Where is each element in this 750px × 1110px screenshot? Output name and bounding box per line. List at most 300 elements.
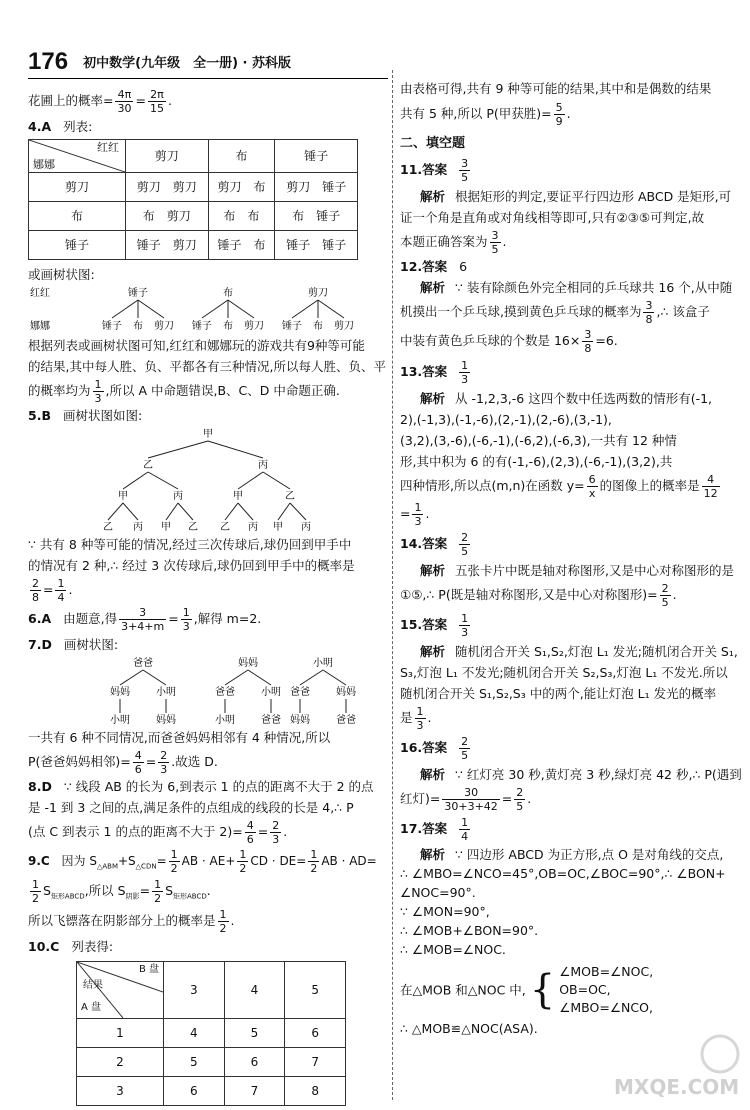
frac-num: 30 xyxy=(442,786,499,800)
table-row xyxy=(29,173,358,202)
tree-node: 小明 xyxy=(313,658,333,669)
frac-den: 6 xyxy=(134,763,142,776)
q9-paragraph-1 xyxy=(28,846,383,876)
tree-branch xyxy=(318,300,344,318)
frac-den: 3 xyxy=(461,626,469,639)
frac-num: 1 xyxy=(461,359,469,372)
corner-top: B 盘 xyxy=(138,964,159,975)
tree-node: 爸爸 xyxy=(215,687,235,698)
text: ,所以 A 中命题错误,B、C、D 中命题正确. xyxy=(105,383,340,398)
column-divider xyxy=(392,70,393,1100)
tree-leaf: 小明 xyxy=(215,715,235,726)
q8-paragraph-2: 是 -1 到 3 之间的点,满足条件的点组成的线段的长是 4,∴ P xyxy=(28,800,354,815)
q11-paragraph-1 xyxy=(400,186,736,207)
text: 因为 S xyxy=(61,854,97,868)
tree-node: 布 xyxy=(223,288,233,299)
q15-label: 15.答案 xyxy=(400,617,448,632)
q5-paragraph-2: 的情况有 2 种,∴ 经过 3 次传球后,球仍回到甲手中的概率是 xyxy=(28,558,355,573)
frac-den: 3 xyxy=(160,763,168,776)
tree-branch xyxy=(263,472,290,489)
table-cell: 锤子 锤子 xyxy=(275,231,358,260)
q7-paragraph-2: P(爸爸妈妈相邻)= $\frac{4}{6}$ = $\frac{2}{3}$ .故选 D. xyxy=(28,749,218,776)
q16-answer xyxy=(400,732,736,764)
frac-num: 1 xyxy=(32,878,39,891)
q13-answer xyxy=(400,356,736,388)
q13-paragraph-1 xyxy=(400,388,736,409)
frac-num: 2 xyxy=(661,582,669,595)
q4-table xyxy=(28,139,358,260)
col-header: 4 xyxy=(224,962,285,1019)
q5-tree-diagram xyxy=(28,426,383,534)
q10-label: 10.C xyxy=(28,939,60,954)
q16-paragraph-2: 红灯)= $\frac{30}{30+3+42}$ = $\frac{2}{5}$ . xyxy=(400,786,532,813)
text: .故选 D. xyxy=(171,754,218,769)
frac-num: 1 xyxy=(154,878,162,891)
tree-node: 甲 xyxy=(203,429,213,440)
row-header: 剪刀 xyxy=(29,173,126,202)
fraction xyxy=(169,848,180,875)
tree-node: 甲 xyxy=(118,491,128,502)
text: ,所以 S xyxy=(84,883,126,898)
tree-branches xyxy=(110,656,356,726)
tree-leaf: 丙 xyxy=(301,522,311,533)
tree-branch xyxy=(290,503,306,520)
text: 由题意,得 xyxy=(63,611,118,626)
fraction xyxy=(181,606,192,633)
tree-branch xyxy=(292,300,318,318)
col-header: 3 xyxy=(164,962,225,1019)
frac-num: 5 xyxy=(555,101,563,114)
frac-den: 15 xyxy=(149,102,164,115)
table-cell: 锤子 布 xyxy=(208,231,275,260)
q5-text: 画树状图如图: xyxy=(62,408,143,423)
frac-num: 1 xyxy=(416,705,424,718)
tree-leaf: 布 xyxy=(223,321,233,332)
text: 随机闭合开关 S₁,S₂,灯泡 L₁ 发光;随机闭合开关 S₁, xyxy=(455,644,738,659)
tree-branch xyxy=(238,503,253,520)
tree-node: 锤子 xyxy=(128,288,148,299)
fraction xyxy=(237,848,248,875)
tree-branch xyxy=(278,503,290,520)
text: CD · DE= xyxy=(250,854,307,868)
frac-num: 1 xyxy=(94,378,102,391)
text: ∵ 线段 AB 的长为 6,到表示 1 的点的距离不大于 2 的点 xyxy=(63,779,374,794)
tree-branch xyxy=(108,503,123,520)
tree-leaf: 丙 xyxy=(248,522,258,533)
frac-den: 2 xyxy=(32,892,39,905)
tree-branch xyxy=(300,670,323,685)
q11-paragraph-2: 证一个角是直角或对角线相等即可,只有②③⑤可判定,故 xyxy=(400,210,705,225)
tree-leaf: 爸爸 xyxy=(261,715,281,726)
tree-branch xyxy=(228,300,254,318)
frac-num: 1 xyxy=(239,848,247,861)
q13-label: 13.答案 xyxy=(400,364,448,379)
text: 的概率均为 xyxy=(28,383,91,398)
tree-branch xyxy=(238,472,263,489)
corner-bottom: A 盘 xyxy=(81,1002,102,1013)
text: 从 -1,2,3,-6 这四个数中任选两数的情形有(-1, xyxy=(455,391,713,406)
q4-label: 4.A xyxy=(28,119,52,134)
fraction xyxy=(459,157,470,184)
intro-text: 花圃上的概率= xyxy=(28,93,114,108)
text: ①⑤,∴ P(既是轴对称图形,又是中心对称图形)= xyxy=(400,587,658,602)
q17-paragraph-5: ∴ ∠MOB+∠BON=90°. xyxy=(400,923,539,938)
table-cell: 锤子 剪刀 xyxy=(126,231,209,260)
q5-paragraph-3: $\frac{2}{8}$ = $\frac{1}{4}$ . xyxy=(32,577,73,604)
corner-bottom: 娜娜 xyxy=(33,158,55,171)
q16-label: 16.答案 xyxy=(400,740,448,755)
q7-paragraph-1: 一共有 6 种不同情况,而爸爸妈妈相邻有 4 种情况,所以 xyxy=(28,730,331,745)
q10-text: 列表得: xyxy=(71,939,114,954)
watermark-graphic xyxy=(610,1032,740,1102)
frac-den: 3 xyxy=(272,833,280,846)
tree-leaf: 爸爸 xyxy=(336,715,356,726)
fraction xyxy=(412,501,423,528)
tree-branch xyxy=(225,503,238,520)
subscript: 矩形ABCD xyxy=(50,892,85,901)
frac-num: 4 xyxy=(134,749,142,762)
frac-den: 4 xyxy=(461,830,469,843)
q4-tree-diagram xyxy=(28,285,383,335)
q11-label: 11.答案 xyxy=(400,162,448,177)
frac-den: 2 xyxy=(239,862,247,875)
text: 五张卡片中既是轴对称图形,又是中心对称图形的是 xyxy=(455,563,734,578)
frac-den: 5 xyxy=(461,545,469,558)
text: S xyxy=(165,883,173,898)
q13-paragraph-2: 2),(-1,3),(-1,-6),(2,-1),(2,-6),(3,-1), xyxy=(400,412,612,427)
q14-label: 14.答案 xyxy=(400,536,448,551)
tree-leaf: 锤子 xyxy=(192,321,212,332)
frac-num: 6 xyxy=(588,473,596,486)
frac-num: 2 xyxy=(516,786,524,799)
table-cell: 布 锤子 xyxy=(275,202,358,231)
table-cell: 5 xyxy=(164,1048,225,1077)
section-title: 二、填空题 xyxy=(400,136,466,151)
tree-leaf: 剪刀 xyxy=(154,321,174,332)
q17-paragraph-3: ∠NOC=90°. xyxy=(400,885,476,900)
tree-leaf: 丙 xyxy=(133,522,143,533)
tree-branch xyxy=(225,670,248,685)
tree-node: 妈妈 xyxy=(110,687,130,698)
fraction xyxy=(158,749,169,776)
text: AB · AE+ xyxy=(181,854,236,868)
q4-tree-intro: 或画树状图: xyxy=(28,267,95,282)
header-rule xyxy=(28,78,388,79)
page-header xyxy=(28,48,291,76)
analysis-tag: 解析 xyxy=(420,767,446,782)
fraction xyxy=(308,848,319,875)
frac-den: 8 xyxy=(645,313,653,326)
tree-branch xyxy=(120,670,143,685)
q12-answer-value: 6 xyxy=(459,259,468,274)
q11-paragraph-3: 本题正确答案为 $\frac{3}{5}$ . xyxy=(400,229,507,256)
table-row xyxy=(77,1048,346,1077)
fraction xyxy=(587,473,598,500)
text: = xyxy=(139,883,151,898)
text: = xyxy=(156,854,167,868)
tree-leaf: 甲 xyxy=(161,522,171,533)
tree-branch xyxy=(148,472,178,489)
table-row xyxy=(77,1077,346,1106)
col-header: 5 xyxy=(285,962,346,1019)
q7-tree-diagram xyxy=(28,655,383,727)
q6-label: 6.A xyxy=(28,611,52,626)
q9-label: 9.C xyxy=(28,854,50,868)
tree-node: 小明 xyxy=(261,687,281,698)
q17-answer xyxy=(400,813,736,845)
q7-label: 7.D xyxy=(28,637,52,652)
frac-num: 2 xyxy=(32,577,39,590)
equation-line: OB=OC, xyxy=(559,982,611,997)
equation-system xyxy=(559,963,653,1017)
book-title: 初中数学(九年级 全一册) · 苏科版 xyxy=(83,56,292,71)
r0-paragraph-1: 由表格可得,共有 9 种等可能的结果,其中和是偶数的结果 xyxy=(400,81,712,96)
tree-node: 剪刀 xyxy=(308,288,328,299)
intro-line: 花圃上的概率= $\frac{4\pi}{30}$ = $\frac{2\pi}{15}$ . xyxy=(28,88,172,115)
text: P(爸爸妈妈相邻)= xyxy=(28,754,131,769)
page-number: 176 xyxy=(28,48,69,75)
right-column xyxy=(400,78,742,1038)
frac-den: 5 xyxy=(461,749,469,762)
analysis-tag: 解析 xyxy=(420,644,446,659)
q8-paragraph-1 xyxy=(28,776,383,797)
frac-num: 4 xyxy=(246,819,254,832)
text: AB · AD= xyxy=(321,854,377,868)
equation-line: ∠MBO=∠NCO, xyxy=(559,1000,653,1015)
watermark-logo xyxy=(610,1032,740,1102)
frac-num: 1 xyxy=(310,848,318,861)
frac-den: 8 xyxy=(32,591,39,604)
frac-den: 5 xyxy=(661,596,669,609)
fraction xyxy=(643,299,654,326)
text: 机摸出一个乒乓球,摸到黄色乒乓球的概率为 xyxy=(400,304,642,319)
frac-num: 1 xyxy=(182,606,190,619)
table-cell: 7 xyxy=(224,1077,285,1106)
q17-paragraph-1 xyxy=(400,845,736,864)
frac-num: 1 xyxy=(57,577,65,590)
fraction xyxy=(459,531,470,558)
text: ,解得 m=2. xyxy=(193,611,262,626)
q5-label: 5.B xyxy=(28,408,51,423)
tree-node: 爸爸 xyxy=(133,658,153,669)
corner-top: 红红 xyxy=(97,141,119,154)
q8-label: 8.D xyxy=(28,779,52,794)
tree-branch xyxy=(143,670,166,685)
table-row xyxy=(77,1019,346,1048)
text: 根据矩形的判定,要证平行四边形 ABCD 是矩形,可 xyxy=(455,189,732,204)
table-cell: 布 布 xyxy=(208,202,275,231)
tree-leaf: 锤子 xyxy=(282,321,302,332)
q15-paragraph-2: S₃,灯泡 L₁ 不发光;随机闭合开关 S₂,S₃,灯泡 L₁ 不发光.所以 xyxy=(400,665,728,680)
frac-num: 1 xyxy=(170,848,178,861)
table-row xyxy=(29,202,358,231)
tree-leaf: 乙 xyxy=(188,522,198,533)
fraction xyxy=(702,473,720,500)
q13-paragraph-4: 形,其中积为 6 的有(-1,-6),(2,3),(-6,-1),(3,2),共 xyxy=(400,454,673,469)
fraction xyxy=(119,606,166,633)
frac-den: x xyxy=(588,487,596,500)
table-cell: 剪刀 布 xyxy=(208,173,275,202)
text: (点 C 到表示 1 的点的距离不大于 2)= xyxy=(28,824,243,839)
q14-answer xyxy=(400,528,736,560)
q15-paragraph-3: 随机闭合开关 S₁,S₂,S₃ 中的两个,能让灯泡 L₁ 发光的概率 xyxy=(400,686,717,701)
q16-paragraph-1 xyxy=(400,764,742,785)
tree-branch xyxy=(248,670,271,685)
q4-table-corner xyxy=(29,140,126,173)
text: 的图像上的概率是 xyxy=(599,478,700,493)
q12-paragraph-1 xyxy=(400,277,736,298)
tree-node: 乙 xyxy=(143,460,153,471)
fraction xyxy=(415,705,426,732)
text: 在△MOB 和△NOC 中, xyxy=(400,982,526,998)
text: ∵ 红灯亮 30 秒,黄灯亮 3 秒,绿灯亮 42 秒,∴ P(遇到 xyxy=(455,767,742,782)
q4-paragraph-3 xyxy=(28,377,383,405)
fraction xyxy=(152,878,163,905)
fraction xyxy=(55,577,66,604)
tree-branch xyxy=(123,472,148,489)
row-header: 2 xyxy=(77,1048,164,1077)
tree-branch xyxy=(148,441,208,458)
tree-node: 丙 xyxy=(258,460,268,471)
table-cell: 7 xyxy=(285,1048,346,1077)
fraction xyxy=(660,582,671,609)
q17-label: 17.答案 xyxy=(400,821,448,836)
frac-num: 2π xyxy=(148,88,166,102)
fraction xyxy=(270,819,281,846)
q10-table-corner xyxy=(77,962,164,1019)
tree-node: 丙 xyxy=(173,491,183,502)
frac-num: 1 xyxy=(461,816,469,829)
frac-num: 3 xyxy=(461,157,469,170)
frac-den: 2 xyxy=(170,862,178,875)
fraction xyxy=(93,378,104,405)
fraction xyxy=(459,735,470,762)
frac-num: 3 xyxy=(491,229,499,242)
fraction xyxy=(30,878,41,905)
frac-den: 2 xyxy=(154,892,162,905)
text: 红灯)= xyxy=(400,791,441,806)
text: =6. xyxy=(595,333,618,348)
tree-branch xyxy=(138,300,164,318)
fraction xyxy=(459,612,470,639)
frac-den: 3+4+m xyxy=(121,620,165,633)
table-cell: 6 xyxy=(285,1019,346,1048)
tree-branch xyxy=(166,503,178,520)
tree-leaf: 锤子 xyxy=(102,321,122,332)
q13-paragraph-5 xyxy=(400,472,736,500)
tree-branch xyxy=(202,300,228,318)
q14-paragraph-2: ①⑤,∴ P(既是轴对称图形,又是中心对称图形)= $\frac{2}{5}$ . xyxy=(400,582,677,609)
frac-num: 1 xyxy=(461,612,469,625)
tree-branch xyxy=(123,503,138,520)
fraction xyxy=(459,816,470,843)
fraction xyxy=(459,359,470,386)
q9-paragraph-3: 所以飞镖落在阴影部分上的概率是 $\frac{1}{2}$ . xyxy=(28,908,235,935)
r0-paragraph-2: 共有 5 种,所以 P(甲获胜)= $\frac{5}{9}$ . xyxy=(400,101,571,128)
tree-branch xyxy=(208,441,263,458)
frac-num: 2 xyxy=(160,749,168,762)
text: +S xyxy=(118,854,136,868)
q4-paragraph-2: 的结果,其中每人胜、负、平都各有三种情况,所以每人胜、负、平 xyxy=(28,359,386,374)
tree-node: 妈妈 xyxy=(336,687,356,698)
q15-paragraph-4: 是 $\frac{1}{3}$ . xyxy=(400,705,432,732)
q4-text: 列表: xyxy=(63,119,93,134)
frac-num: 4 xyxy=(702,473,720,487)
q17-paragraph-8: ∴ △MOB≌△NOC(ASA). xyxy=(400,1021,538,1036)
q10-table xyxy=(76,961,346,1106)
q9-paragraph-2: $\frac{1}{2}$ $S_{矩形ABCD}$,所以 $S_{阴影}=$ $\frac{1}{2}$ $S_{矩形ABCD}$. xyxy=(32,878,211,905)
text: 共有 5 种,所以 P(甲获胜)= xyxy=(400,106,552,121)
equation-line: ∠MOB=∠NOC, xyxy=(559,964,654,979)
frac-den: 6 xyxy=(246,833,254,846)
frac-num: 1 xyxy=(219,908,227,921)
q5-paragraph-1: ∵ 共有 8 种等可能的情况,经过三次传球后,球仍回到甲手中 xyxy=(28,537,352,552)
watermark-text: MXQE.COM xyxy=(614,1075,740,1099)
frac-den: 3 xyxy=(416,719,424,732)
corner-mid: 结果 xyxy=(83,980,103,991)
tree-leaf: 小明 xyxy=(110,715,130,726)
q12-paragraph-2 xyxy=(400,298,736,326)
analysis-tag: 解析 xyxy=(420,280,446,295)
tree-branch xyxy=(178,503,193,520)
table-cell: 5 xyxy=(224,1019,285,1048)
frac-den: 5 xyxy=(516,800,524,813)
fraction xyxy=(490,229,501,256)
fraction xyxy=(148,88,166,115)
tree-node: 小明 xyxy=(156,687,176,698)
frac-den: 2 xyxy=(219,922,227,935)
q7-text: 画树状图: xyxy=(63,637,119,652)
q17-paragraph-6: ∴ ∠MOB=∠NOC. xyxy=(400,942,506,957)
frac-den: 30 xyxy=(117,102,132,115)
fraction xyxy=(514,786,525,813)
tree-node: 乙 xyxy=(285,491,295,502)
fraction xyxy=(442,786,499,813)
frac-num: 3 xyxy=(584,328,592,341)
q17-paragraph-4: ∵ ∠MON=90°, xyxy=(400,904,490,919)
left-column xyxy=(28,86,386,1106)
frac-den: 30+3+42 xyxy=(444,800,498,813)
tree-leaf: 剪刀 xyxy=(334,321,354,332)
col-header: 剪刀 xyxy=(126,140,209,173)
tree-leaf: 剪刀 xyxy=(244,321,264,332)
table-cell: 8 xyxy=(285,1077,346,1106)
tree-leaf-label: 娜娜 xyxy=(30,321,50,332)
fraction xyxy=(554,101,565,128)
subscript: △CDN xyxy=(135,862,157,871)
frac-den: 9 xyxy=(555,115,563,128)
text: ∵ 四边形 ABCD 为正方形,点 O 是对角线的交点, xyxy=(455,847,724,862)
q6-line: 6.A 由题意,得 $\frac{3}{3+4+m}$ = $\frac{1}{3}$ ,解得 m=2. xyxy=(28,606,262,633)
text: S xyxy=(43,883,51,898)
tree-leaf: 妈妈 xyxy=(290,715,310,726)
q17-paragraph-2: ∴ ∠MBO=∠NCO=45°,OB=OC,∠BOC=90°,∴ ∠BON+ xyxy=(400,866,726,881)
q8-paragraph-3: (点 C 到表示 1 的点的距离不大于 2)= $\frac{4}{6}$ = $\frac{2}{3}$ . xyxy=(28,819,288,846)
q15-answer xyxy=(400,609,736,641)
tree-leaf: 布 xyxy=(133,321,143,332)
q11-answer xyxy=(400,154,736,186)
text: 四种情形,所以点(m,n)在函数 y= xyxy=(400,478,585,493)
frac-den: 12 xyxy=(703,487,718,500)
frac-num: 2 xyxy=(461,735,469,748)
fraction xyxy=(133,749,144,776)
tree-branches xyxy=(102,286,354,332)
tree-node: 甲 xyxy=(233,491,243,502)
tree-leaf: 甲 xyxy=(273,522,283,533)
q4-paragraph-1: 根据列表或画树状图可知,红红和娜娜玩的游戏共有9种等可能 xyxy=(28,338,365,353)
frac-den: 3 xyxy=(94,392,102,405)
frac-num: 1 xyxy=(414,501,422,514)
